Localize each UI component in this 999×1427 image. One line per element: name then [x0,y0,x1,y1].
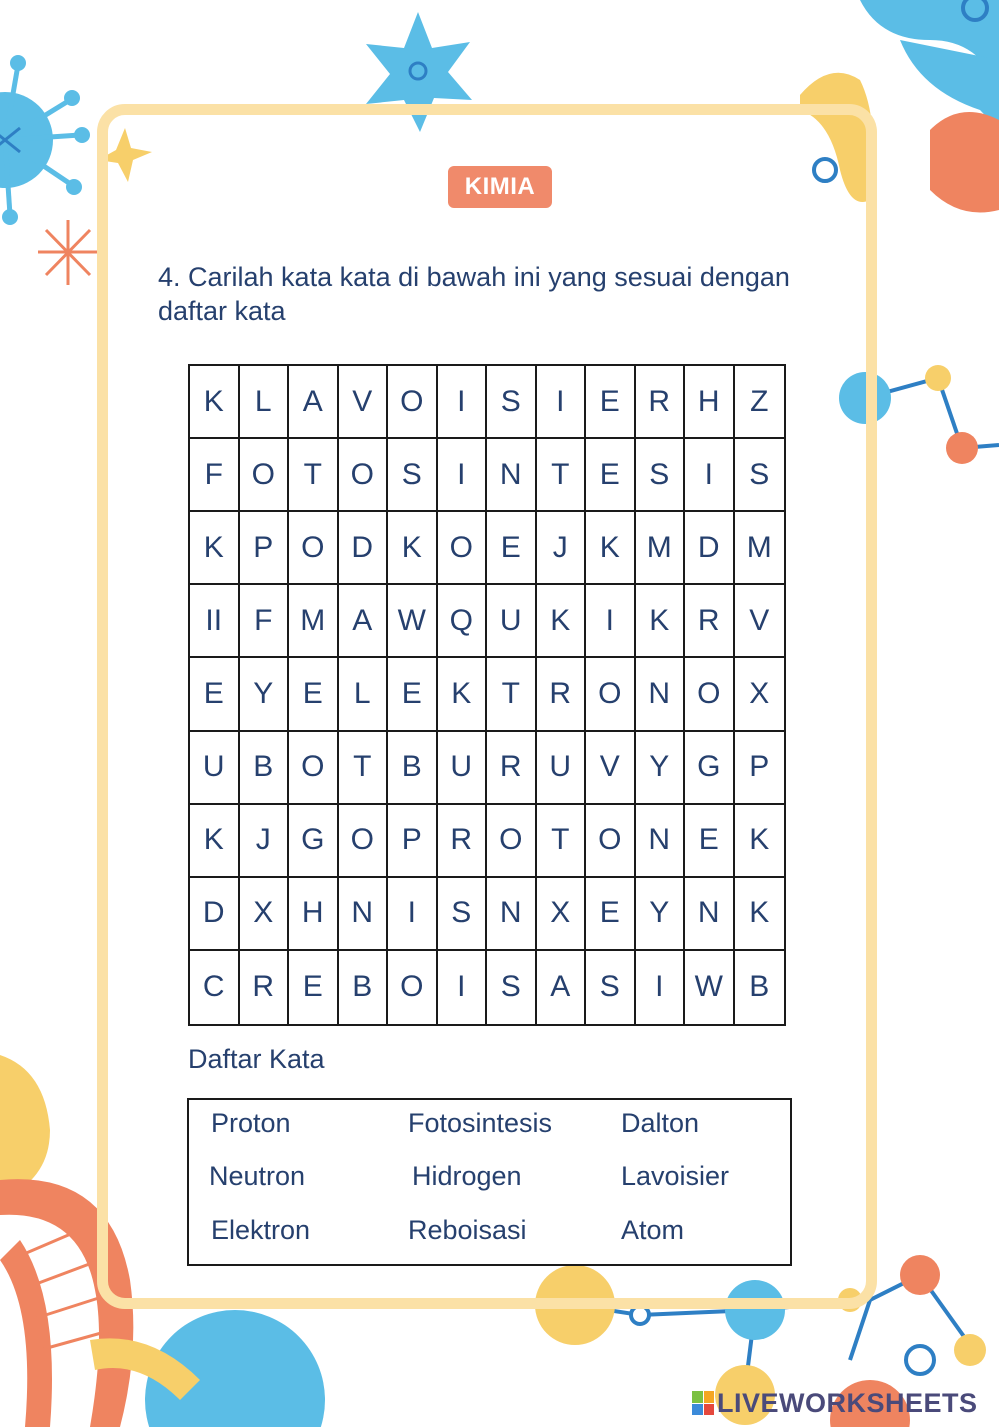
grid-cell[interactable]: U [487,585,537,658]
grid-cell[interactable]: X [537,878,587,951]
grid-cell[interactable]: N [487,439,537,512]
grid-cell[interactable]: M [289,585,339,658]
grid-cell[interactable]: S [438,878,488,951]
grid-cell[interactable]: D [685,512,735,585]
grid-cell[interactable]: I [537,366,587,439]
grid-cell[interactable]: O [240,439,290,512]
grid-cell[interactable]: B [339,951,389,1024]
grid-cell[interactable]: Z [735,366,785,439]
word-item: Fotosintesis [408,1108,553,1138]
grid-cell[interactable]: V [735,585,785,658]
grid-cell[interactable]: K [735,805,785,878]
grid-cell[interactable]: K [586,512,636,585]
grid-cell[interactable]: I [586,585,636,658]
grid-cell[interactable]: N [636,658,686,731]
grid-cell[interactable]: P [240,512,290,585]
grid-cell[interactable]: X [240,878,290,951]
grid-cell[interactable]: N [339,878,389,951]
grid-cell[interactable]: A [289,366,339,439]
grid-cell[interactable]: K [438,658,488,731]
grid-cell[interactable]: E [586,366,636,439]
grid-cell[interactable]: M [636,512,686,585]
grid-cell[interactable]: Y [636,878,686,951]
word-item: Neutron [209,1161,306,1191]
grid-cell[interactable]: S [586,951,636,1024]
grid-cell[interactable]: F [240,585,290,658]
grid-cell[interactable]: S [388,439,438,512]
grid-cell[interactable]: U [438,732,488,805]
grid-cell[interactable]: K [388,512,438,585]
grid-cell[interactable]: W [388,585,438,658]
grid-cell[interactable]: S [487,951,537,1024]
word-item: Dalton [621,1108,700,1138]
grid-cell[interactable]: P [735,732,785,805]
grid-cell[interactable]: X [735,658,785,731]
virus-icon [0,55,90,225]
grid-cell[interactable]: I [685,439,735,512]
grid-cell[interactable]: B [388,732,438,805]
grid-cell[interactable]: L [240,366,290,439]
grid-cell[interactable]: I [438,439,488,512]
grid-cell[interactable]: R [636,366,686,439]
grid-cell[interactable]: R [240,951,290,1024]
grid-cell[interactable]: J [240,805,290,878]
grid-cell[interactable]: R [685,585,735,658]
grid-cell[interactable]: J [537,512,587,585]
grid-cell[interactable]: O [289,512,339,585]
grid-cell[interactable]: L [339,658,389,731]
word-item: Hidrogen [412,1161,522,1191]
grid-cell[interactable]: II [190,585,240,658]
grid-cell[interactable]: E [487,512,537,585]
grid-cell[interactable]: A [537,951,587,1024]
grid-cell[interactable]: O [388,951,438,1024]
word-item: Elektron [211,1215,311,1245]
grid-cell[interactable]: R [487,732,537,805]
grid-cell[interactable]: U [537,732,587,805]
grid-cell[interactable]: N [685,878,735,951]
grid-cell[interactable]: K [636,585,686,658]
grid-cell[interactable]: K [190,805,240,878]
grid-cell[interactable]: O [339,805,389,878]
brand-logo-icon [692,1391,714,1415]
question-text: 4. Carilah kata kata di bawah ini yang sesuai dengan daftar kata [158,262,790,326]
grid-cell[interactable]: I [438,951,488,1024]
word-list-box [187,1098,792,1266]
grid-cell[interactable]: O [388,366,438,439]
grid-cell[interactable]: W [685,951,735,1024]
grid-cell[interactable]: E [586,439,636,512]
grid-cell[interactable]: I [636,951,686,1024]
grid-cell[interactable]: E [388,658,438,731]
grid-cell[interactable]: I [388,878,438,951]
grid-cell[interactable]: O [586,805,636,878]
grid-cell[interactable]: U [190,732,240,805]
grid-cell[interactable]: E [190,658,240,731]
grid-cell[interactable]: T [537,439,587,512]
word-item: Lavoisier [621,1161,730,1191]
grid-cell[interactable]: S [487,366,537,439]
grid-cell[interactable]: O [289,732,339,805]
word-item: Reboisasi [408,1215,527,1245]
grid-cell[interactable]: V [586,732,636,805]
subject-badge: KIMIA [448,166,552,208]
grid-cell[interactable]: A [339,585,389,658]
word-list-title: Daftar Kata [188,1044,325,1074]
grid-cell[interactable]: R [537,658,587,731]
grid-cell[interactable]: F [190,439,240,512]
grid-cell[interactable]: O [586,658,636,731]
grid-cell[interactable]: E [289,951,339,1024]
grid-cell[interactable]: E [586,878,636,951]
word-search-grid [188,364,786,1026]
grid-cell[interactable]: V [339,366,389,439]
grid-cell[interactable]: O [487,805,537,878]
grid-cell[interactable]: T [487,658,537,731]
grid-cell[interactable]: O [438,512,488,585]
grid-cell[interactable]: G [289,805,339,878]
grid-cell[interactable]: D [339,512,389,585]
grid-cell[interactable]: B [240,732,290,805]
grid-cell[interactable]: B [749,970,770,1004]
word-item: Proton [211,1108,291,1138]
grid-cell[interactable]: O [685,658,735,731]
grid-cell[interactable]: E [289,658,339,731]
grid-cell[interactable]: T [289,439,339,512]
grid-cell[interactable]: C [190,951,240,1024]
grid-cell[interactable]: K [190,512,240,585]
grid-cell[interactable]: H [289,878,339,951]
grid-cell[interactable]: K [537,585,587,658]
grid-cell[interactable]: N [636,805,686,878]
brand-name: LIVEWORKSHEETS [717,1387,978,1418]
grid-cell[interactable]: D [190,878,240,951]
grid-cell[interactable]: G [685,732,735,805]
grid-cell[interactable]: H [685,366,735,439]
grid-cell[interactable]: N [487,878,537,951]
grid-cell[interactable]: E [685,805,735,878]
grid-cell[interactable]: O [339,439,389,512]
grid-cell[interactable]: S [735,439,785,512]
grid-cell[interactable]: K [735,878,785,951]
grid-cell[interactable]: T [537,805,587,878]
grid-cell[interactable]: Q [438,585,488,658]
grid-cell[interactable]: Y [636,732,686,805]
grid-cell[interactable]: R [438,805,488,878]
grid-cell[interactable]: I [438,366,488,439]
grid-cell[interactable]: M [735,512,785,585]
brand-watermark [692,1388,978,1418]
grid-cell[interactable]: Y [240,658,290,731]
word-item: Atom [621,1215,685,1245]
grid-cell[interactable]: T [339,732,389,805]
grid-cell[interactable]: P [388,805,438,878]
grid-cell[interactable]: S [636,439,686,512]
grid-cell[interactable]: K [190,366,240,439]
